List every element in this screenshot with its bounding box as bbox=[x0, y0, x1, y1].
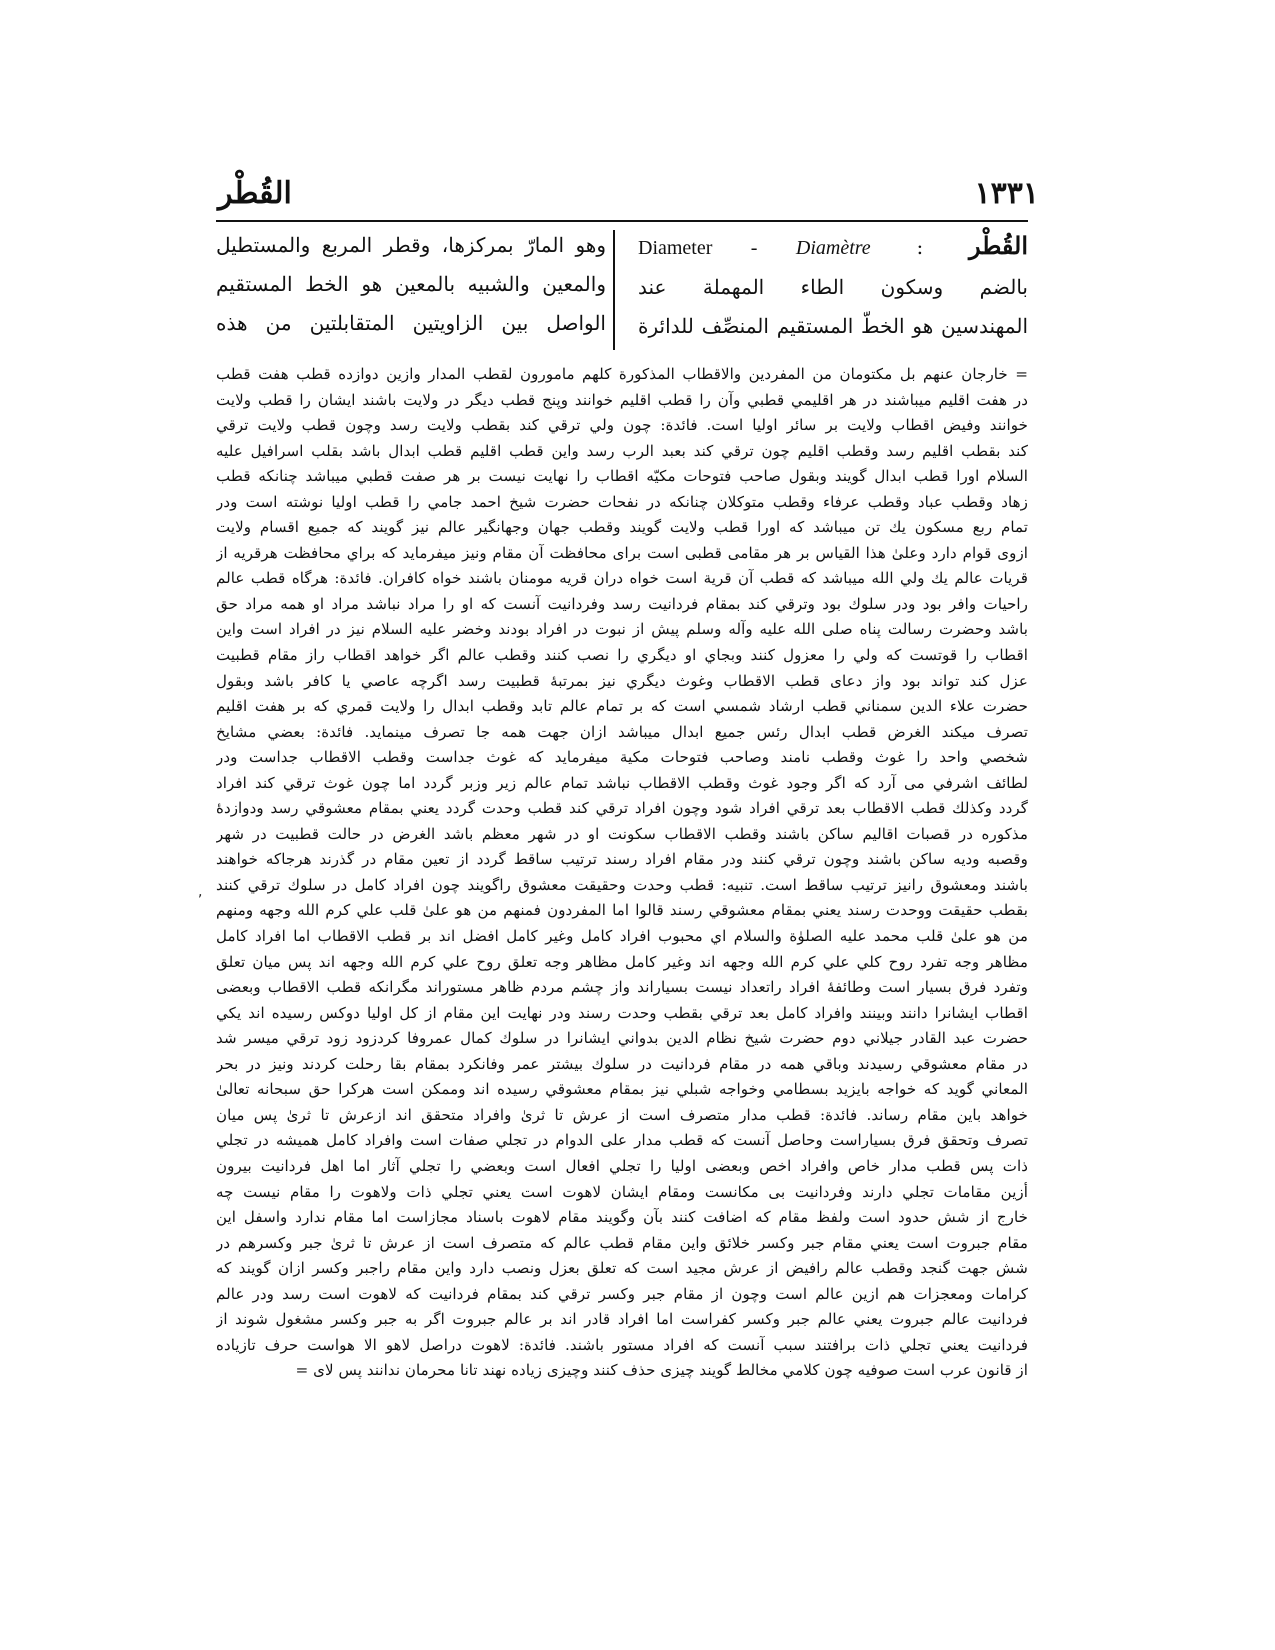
entry-left-line: وهو المارّ بمركزها، وقطر المربع والمستطيل bbox=[216, 233, 606, 257]
entry-left-column bbox=[216, 226, 606, 343]
entry-right-column bbox=[638, 226, 1028, 346]
body-line: قريات عالم يك ولي الله ميباشد كه قطب آن قرية است خواه دران قريه مومنان باشند خواه كافران. فائدة: هرگاه قطب عالم bbox=[216, 569, 1028, 588]
entry-headword: القُطْر bbox=[968, 231, 1028, 260]
body-line: تصرف وتحقق فرق بسياراست وحاصل آنست كه قطب مدار على الدوام در تجلي صفات است وافراد كامل هميشه در تجلي bbox=[216, 1131, 1028, 1150]
footnote-body-text bbox=[216, 362, 1028, 1384]
body-line: در هفت اقليم ميباشند در هر اقليمي قطبي وآن را قطب اقليم خوانند وپنج قطب ديگر در ولايت باشند ايشان را قطب ولايت bbox=[216, 390, 1028, 409]
header-rule bbox=[216, 220, 1028, 222]
entry-left-line: والمعين والشبيه بالمعين هو الخط المستقيم bbox=[216, 272, 606, 296]
body-line: خوانند وفيض اقطاب ولايت بر سائر اوليا است. فائدة: چون ولي ترقي كند بقطب ولايت رسد وچون قطب ولايت ترقي bbox=[216, 416, 1028, 435]
body-line: از قانون عرب است صوفيه چون كلامي مخالط گويند چيزى حذف كنند وچيزى زياده نهند تانا محرمان ندانند پس لاى = bbox=[295, 1361, 1028, 1380]
body-line: فردانيت عالم جبروت يعني عالم جبر وكسر كفراست اما افراد قادر اند بر عالم جبروت اگر به جبر وكسر مشغول شوند از bbox=[216, 1310, 1028, 1329]
body-line: خارج از شش حدود است ولفظ مقام كه اضافت كنند بآن وگويند مقام لاهوت باسناد مجازاست اما مقام ندارد واسفل اين bbox=[216, 1208, 1028, 1227]
body-line: زهاد وقطب عباد وقطب عرفاء وقطب متوكلان چنانكه در نفحات حضرت شيخ احمد جامي را قطب اوليا نوشته است ودر bbox=[216, 492, 1028, 511]
body-line: اقطاب را قوتست كه ولي را معزول كنند وبجاي او ديگري را نصب كنند وقطب عالم اگر خواهد اقطاب راز مقام قطبيت bbox=[216, 646, 1028, 665]
body-line: = خارجان عنهم بل مكتومان من المفردين والاقطاب المذكورة كلهم مامورون لقطب المدار وازين دوازده قطب هفت قطب bbox=[216, 365, 1028, 383]
body-line: كرامات ومعجزات هم ازين عالم است وچون از مقام جبر وكسر ترقي كند بمقام فردانيت كه لاهوت است رسد ودر عالم bbox=[216, 1284, 1028, 1303]
page-number: ١٣٣١ bbox=[974, 176, 1039, 211]
body-line: در مقام معشوقي رسيدند وباقي همه در مقام فردانيت در سلوك بيشتر عمر وفانكرد بمقام بقا رحلت كردند ونيز در بحر bbox=[216, 1054, 1028, 1073]
running-head-title: القُطْر bbox=[218, 176, 292, 211]
body-line: لطائف اشرفي مى آرد كه اگر وجود غوث وقطب الاقطاب نباشد تمام عالم زير وزبر گردد اما چون غوث ترقي كند افراد bbox=[216, 773, 1028, 792]
body-line: من هو علىٰ قلب محمد عليه الصلوٰة والسلام اي محبوب افراد كامل وغير كامل افضل اند بر قطب الاقطاب اما افراد كامل bbox=[216, 927, 1028, 946]
entry-latin-terms bbox=[638, 237, 871, 259]
entry-left-line: الواصل بين الزاويتين المتقابلتين من هذه bbox=[216, 311, 606, 335]
body-line: وقصبه وديه ساكن باشند وچون ترقي كنند ودر مقام افراد رسند ترتيب ساقط گردد از تعين مقام در گذرند هرجاكه خواهند bbox=[216, 850, 1028, 869]
body-line: مظاهر وجه تفرد روح كلي علي كرم الله وجهه اند وغير كامل مظاهر وجه تعلق روح علي كرم الله وجهه اند پس ميان تعلق bbox=[216, 952, 1028, 971]
body-line: كند بقطب اقليم رسد وقطب اقليم چون ترقي كند بعبد الرب رسد واين قطب اقليم قطب ابدال باشد بقلب اسرافيل عليه bbox=[216, 441, 1028, 460]
entry-right-line: بالضم وسكون الطاء المهملة عند bbox=[638, 275, 1028, 299]
body-line: فردانيت يعني تجلي ذات برافتند سبب آنست كه افراد مستور باشند. فائدة: لاهوت دراصل لاهو الا هواست حرف تازياده bbox=[216, 1335, 1028, 1354]
body-line: عزل كند تواند بود واز دعاى قطب الاقطاب وغوث ديگري نيز بمرتبۀ قطبيت رسد اگرچه عاصي يا كافر باشد وبقول bbox=[216, 671, 1028, 690]
body-line: حضرت علاء الدين سمناني قطب ارشاد شمسي است كه بر تمام عالم تابد وقطب ابدال را ولايت قمري كه بر هفت اقليم bbox=[216, 697, 1028, 716]
column-divider bbox=[613, 230, 615, 350]
body-line: شخصي واحد را غوث وقطب نامند وصاحب فتوحات مكية ميفرمايد كه غوث جداست وقطب الاقطاب جداست ودر bbox=[216, 748, 1028, 767]
body-line: گردد وكذلك قطب الاقطاب بعد ترقي افراد شود وچون افراد ترقي كند قطب وحدت گردد يعني بمقام معشوقي رسد ودوازدۀ bbox=[216, 799, 1028, 818]
body-line: راحيات وافر بود ودر سلوك بود وترقي كند بمقام فردانيت رسد وفردانيت آنست كه او را مراد نباشد مراد او همه مراد حق bbox=[216, 594, 1028, 613]
body-line: تصرف ميكند الغرض قطب ابدال رئس جميع ابدال ميباشد ازان جهت همه جا تصرف مينمايد. فائدة: بعضي مشايخ bbox=[216, 722, 1028, 741]
body-line: ذات پس قطب مدار خاص وافراد اخص وبعضى اوليا را تجلي افعال است وبعضي را تجلي آثار اما اهل فردانيت بيرون bbox=[216, 1156, 1028, 1175]
headword-colon: : bbox=[916, 235, 924, 259]
body-line: تمام ربع مسكون يك تن ميباشد كه اورا قطب ولايت گويند وقطب جهان وجهانگير عالم نيز گويند كه جميع اقسام ولايت bbox=[216, 518, 1028, 537]
latin-separator: - bbox=[712, 237, 796, 259]
body-line: السلام اورا قطب ابدال گويند وبقول صاحب فتوحات مكيّه اقطاب را نهايت نيست بر هر صفت قطبي ميباشد چنانكه قطب bbox=[216, 467, 1028, 486]
body-line: باشند ومعشوق رانيز ترتيب ساقط است. تنبيه: قطب وحدت وحقيقت معشوق راگويند چون افراد كامل در سلوك ترقي كنند bbox=[216, 875, 1028, 894]
body-line: شش جهت گنجد وقطب عالم رافيض از عرش مجيد است كه تعلق بعزل ونصب دارد واين مقام راجبر وكسر ازان گويند كه bbox=[216, 1259, 1028, 1278]
latin-english-term: Diameter bbox=[638, 237, 713, 259]
body-line: حضرت عبد القادر جيلاني دوم حضرت شيخ نظام الدين بدواني ايشانرا در سلوك كمال عمروفا كردزود زود ترقي ميسر شد bbox=[216, 1029, 1028, 1048]
entry-block bbox=[216, 226, 1028, 354]
entry-right-line: المهندسين هو الخطّ المستقيم المنصِّف للدائرة bbox=[638, 314, 1028, 338]
latin-french-term: Diamètre bbox=[795, 237, 871, 259]
entry-headline bbox=[638, 226, 1028, 268]
body-line: المعاني گويد كه خواجه بايزيد بسطامي وخواجه شبلي نيز بمقام معشوقي رسيده اند وممكن است هركرا حق سبحانه تعالىٰ bbox=[216, 1080, 1028, 1099]
body-line: أزين مقامات تجلي دارند وفردانيت بى مكانست ومقام ايشان لاهوت است يعني تجلي ذات ولاهوت را مقام نيست چه bbox=[216, 1182, 1028, 1201]
body-line: وتفرد فرق بسيار است وطائفۀ افراد راتعداد نيست بسياراند واز چشم مردم ظاهر مستوراند مگرانكه قطب الاقطاب وبعضى bbox=[216, 978, 1028, 997]
body-line: باشد وحضرت رسالت پناه صلى الله عليه وآله وسلم پيش از نبوت در افراد بودند وخضر عليه السلام نيز در افراد است واين bbox=[216, 620, 1028, 639]
body-line: اقطاب ايشانرا دانند وبينند وافراد كامل بعد ترقي بقطب وحدت رسند ودر نهايت اين مقام از كل اوليا دوكس رسيده اند يكي bbox=[216, 1003, 1028, 1022]
body-line: خواهد باين مقام رساند. فائدة: قطب مدار متصرف است از عرش تا ثرىٰ وافراد متحقق اند ازعرش تا ثرىٰ پس ميان bbox=[216, 1105, 1028, 1124]
margin-mark: , bbox=[198, 884, 203, 900]
body-line: ازوى قوام دارد وعلىٰ هذا القياس بر هر مقامى قطبى است براى محافظت آن مقام ونيز ميفرمايد كه براي محافظت هرقريه از bbox=[216, 543, 1028, 562]
body-line: مقام جبروت است يعني مقام جبر وكسر خلائق واين مقام قطب عالم كه متصرف است از عرش تا ثرىٰ جبر وكسرهم در bbox=[216, 1233, 1028, 1252]
body-line: بقطب حقيقت ووحدت رسند يعني بمقام معشوقي رسند قالوا اما المفردون فمنهم من هو علىٰ قلب علي كرم الله وجهه ومنهم bbox=[216, 901, 1028, 920]
body-line: مذكوره در قصبات اقاليم ساكن باشند وقطب الاقطاب سكونت او در شهر معظم باشد الغرض در حالت قطبيت در شهر bbox=[216, 824, 1028, 843]
